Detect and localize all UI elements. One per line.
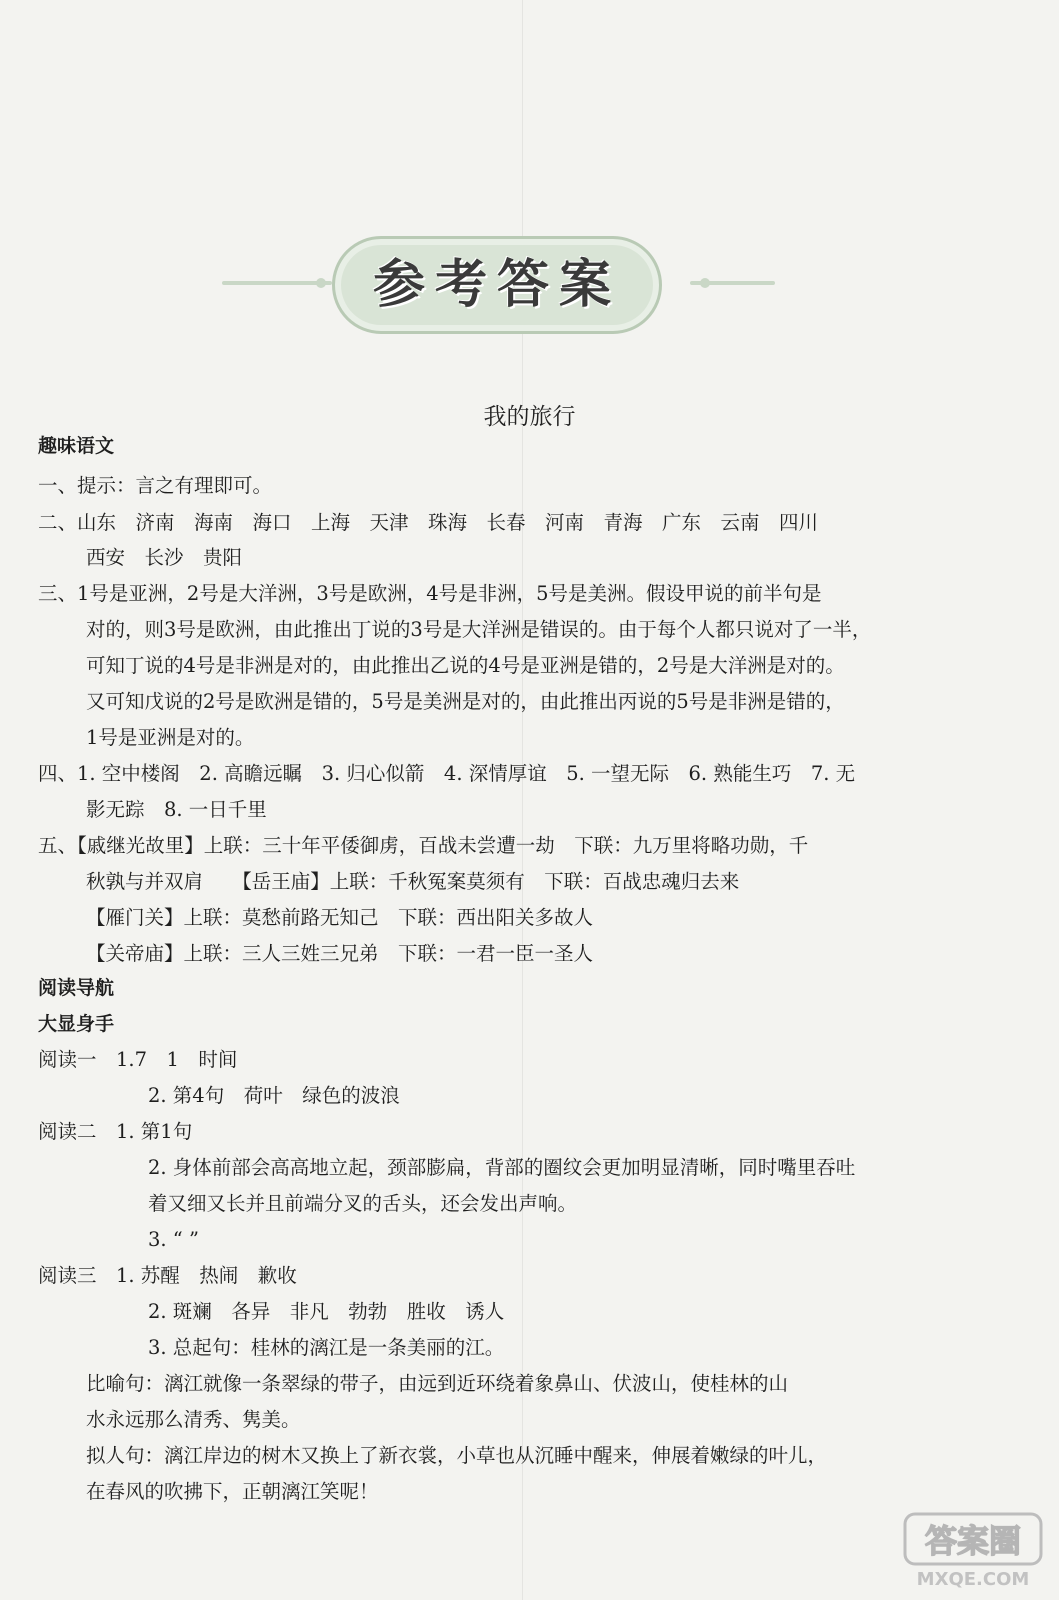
chapter-title: 我的旅行: [483, 404, 576, 430]
answer-line: 阅读一 1.7 1 时间: [38, 1048, 238, 1071]
page-title: 参考答案: [372, 255, 621, 315]
answer-line: 阅读三 1. 苏醒 热闹 歉收: [38, 1264, 297, 1287]
answer-line: 在春风的吹拂下，正朝漓江笑呢！: [86, 1480, 379, 1503]
title-banner: [0, 236, 1059, 336]
answer-line: 2. 第4句 荷叶 绿色的波浪: [148, 1084, 400, 1107]
watermark-text: 答案圈: [924, 1522, 1022, 1560]
answer-line: 可知丁说的4号是非洲是对的，由此推出乙说的4号是亚洲是错的，2号是大洋洲是对的。: [86, 654, 845, 677]
banner-dot-left: [316, 278, 326, 288]
answer-line: 着又细又长并且前端分叉的舌头，还会发出声响。: [148, 1192, 578, 1215]
banner-dot-right: [700, 278, 710, 288]
answer-line: 1号是亚洲是对的。: [86, 726, 255, 749]
answer-line: 水永远那么清秀、隽美。: [86, 1408, 301, 1431]
answer-line: 一、提示：言之有理即可。: [38, 474, 273, 497]
answer-line: 五、【戚继光故里】上联：三十年平倭御虏，百战未尝遭一劫 下联：九万里将略功勋，千: [38, 834, 809, 857]
answer-line: 西安 长沙 贵阳: [86, 546, 243, 569]
section-heading: 阅读导航: [38, 977, 115, 999]
answer-line: 四、1. 空中楼阁 2. 高瞻远瞩 3. 归心似箭 4. 深情厚谊 5. 一望无际 6. 熟能生巧 7. 无: [38, 762, 856, 785]
answer-line: 比喻句：漓江就像一条翠绿的带子，由远到近环绕着象鼻山、伏波山，使桂林的山: [86, 1372, 789, 1395]
section-heading: 趣味语文: [38, 435, 115, 457]
answer-line: 3. 总起句：桂林的漓江是一条美丽的江。: [148, 1336, 505, 1359]
answer-line: 又可知戊说的2号是欧洲是错的，5号是美洲是对的，由此推出丙说的5号是非洲是错的，: [86, 690, 845, 713]
answer-line: 2. 斑斓 各异 非凡 勃勃 胜收 诱人: [148, 1300, 505, 1323]
answer-line: 【雁门关】上联：莫愁前路无知己 下联：西出阳关多故人: [86, 906, 594, 929]
section-heading: 大显身手: [38, 1013, 115, 1035]
answer-line: 对的，则3号是欧洲，由此推出丁说的3号是大洋洲是错误的。由于每个人都只说对了一半，: [86, 618, 872, 641]
watermark-url: MXQE.COM: [916, 1569, 1030, 1590]
answer-line: 阅读二 1. 第1句: [38, 1120, 193, 1143]
answer-line: 三、1号是亚洲，2号是大洋洲，3号是欧洲，4号是非洲，5号是美洲。假设甲说的前半句是: [38, 582, 822, 605]
answer-line: 拟人句：漓江岸边的树木又换上了新衣裳，小草也从沉睡中醒来，伸展着嫩绿的叶儿，: [86, 1444, 828, 1467]
answer-line: 2. 身体前部会高高地立起，颈部膨扁，背部的圈纹会更加明显清晰，同时嘴里吞吐: [148, 1156, 856, 1179]
answer-line: 秋孰与并双肩 【岳王庙】上联：千秋冤案莫须有 下联：百战忠魂归去来: [86, 870, 740, 893]
watermark-logo: [903, 1510, 1043, 1590]
answer-line: 影无踪 8. 一日千里: [86, 798, 267, 821]
answer-line: 【关帝庙】上联：三人三姓三兄弟 下联：一君一臣一圣人: [86, 942, 594, 965]
answer-line: 3. “ ”: [148, 1228, 199, 1251]
answer-line: 二、山东 济南 海南 海口 上海 天津 珠海 长春 河南 青海 广东 云南 四川: [38, 511, 819, 534]
